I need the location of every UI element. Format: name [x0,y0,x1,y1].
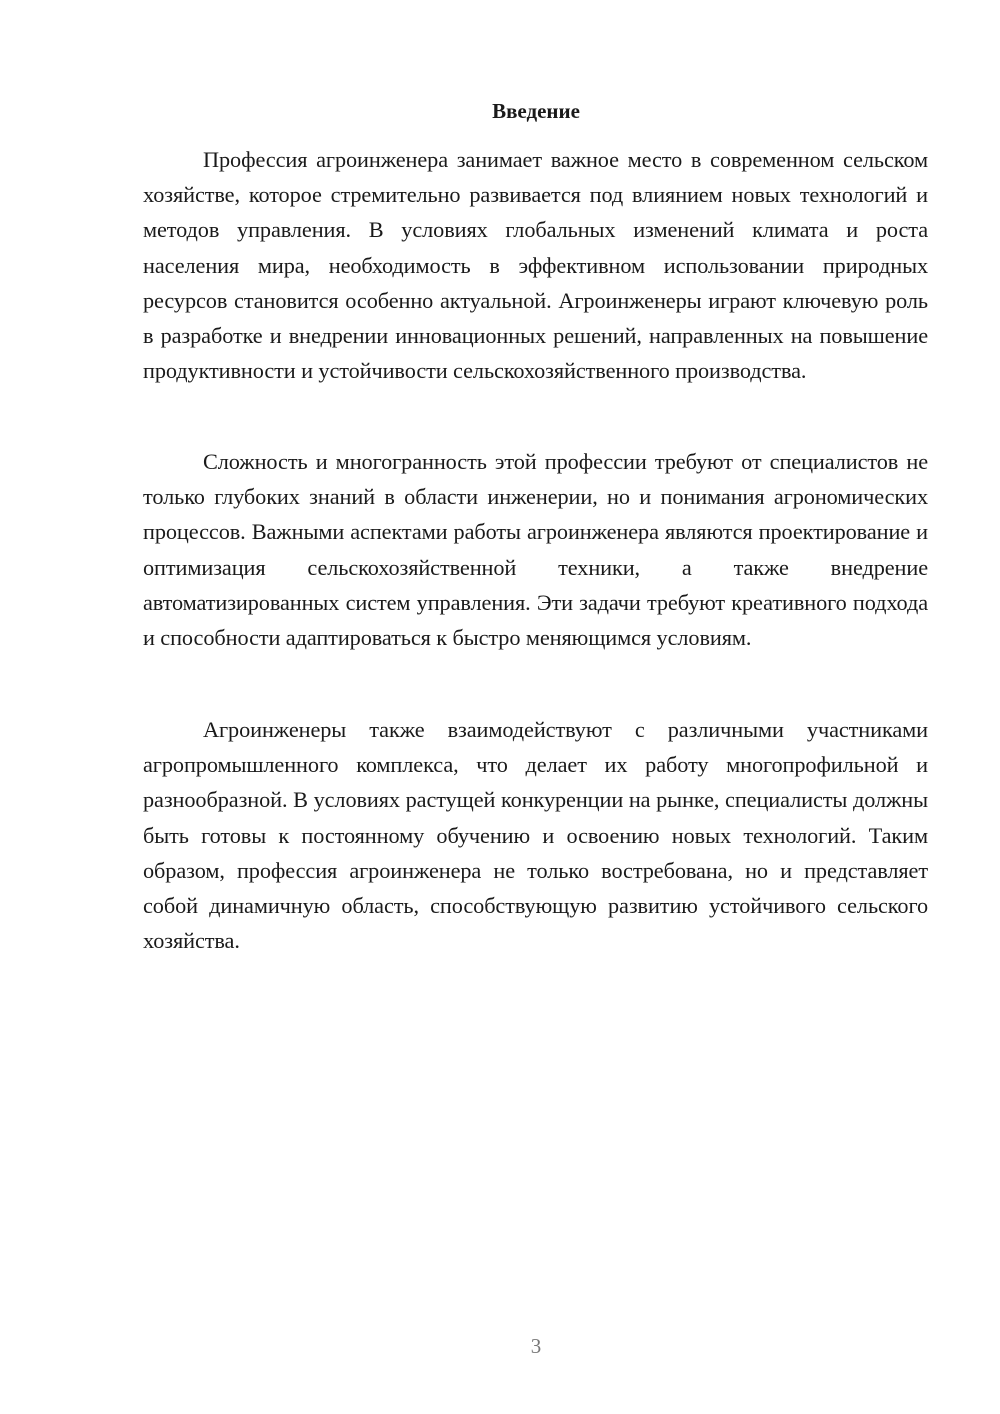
paragraph-2: Сложность и многогранность этой профессии требуют от специалистов не только глубоких знаний в области инженерии, но и понимания агрономических процессов. Важными аспектами работы агроинженера являются проектирование и оптимизация сельскохозяйственной техники, а также внедрение автоматизированных систем управления. Эти задачи требуют креативного подхода и способности адаптироваться к быстро меняющимся условиям. [143,449,928,651]
paragraph-3: Агроинженеры также взаимодействуют с различными участниками агропромышленного комплекса, что делает их работу многопрофильной и разнообразной. В условиях растущей конкуренции на рынке, специалисты должны быть готовы к постоянному обучению и освоению новых технологий. Таким образом, профессия агроинженера не только востребована, но и представляет собой динамичную область, способствующую развитию устойчивого сельского хозяйства. [143,717,928,954]
section-heading: Введение [492,99,580,123]
page-number: 3 [530,1334,542,1358]
paragraph-1: Профессия агроинженера занимает важное место в современном сельском хозяйстве, которое стремительно развивается под влиянием новых технологий и методов управления. В условиях глобальных изменений климата и роста населения мира, необходимость в эффективном использовании природных ресурсов становится особенно актуальной. Агроинженеры играют ключевую роль в разработке и внедрении инновационных решений, направленных на повышение продуктивности и устойчивости сельскохозяйственного производства. [143,147,928,384]
